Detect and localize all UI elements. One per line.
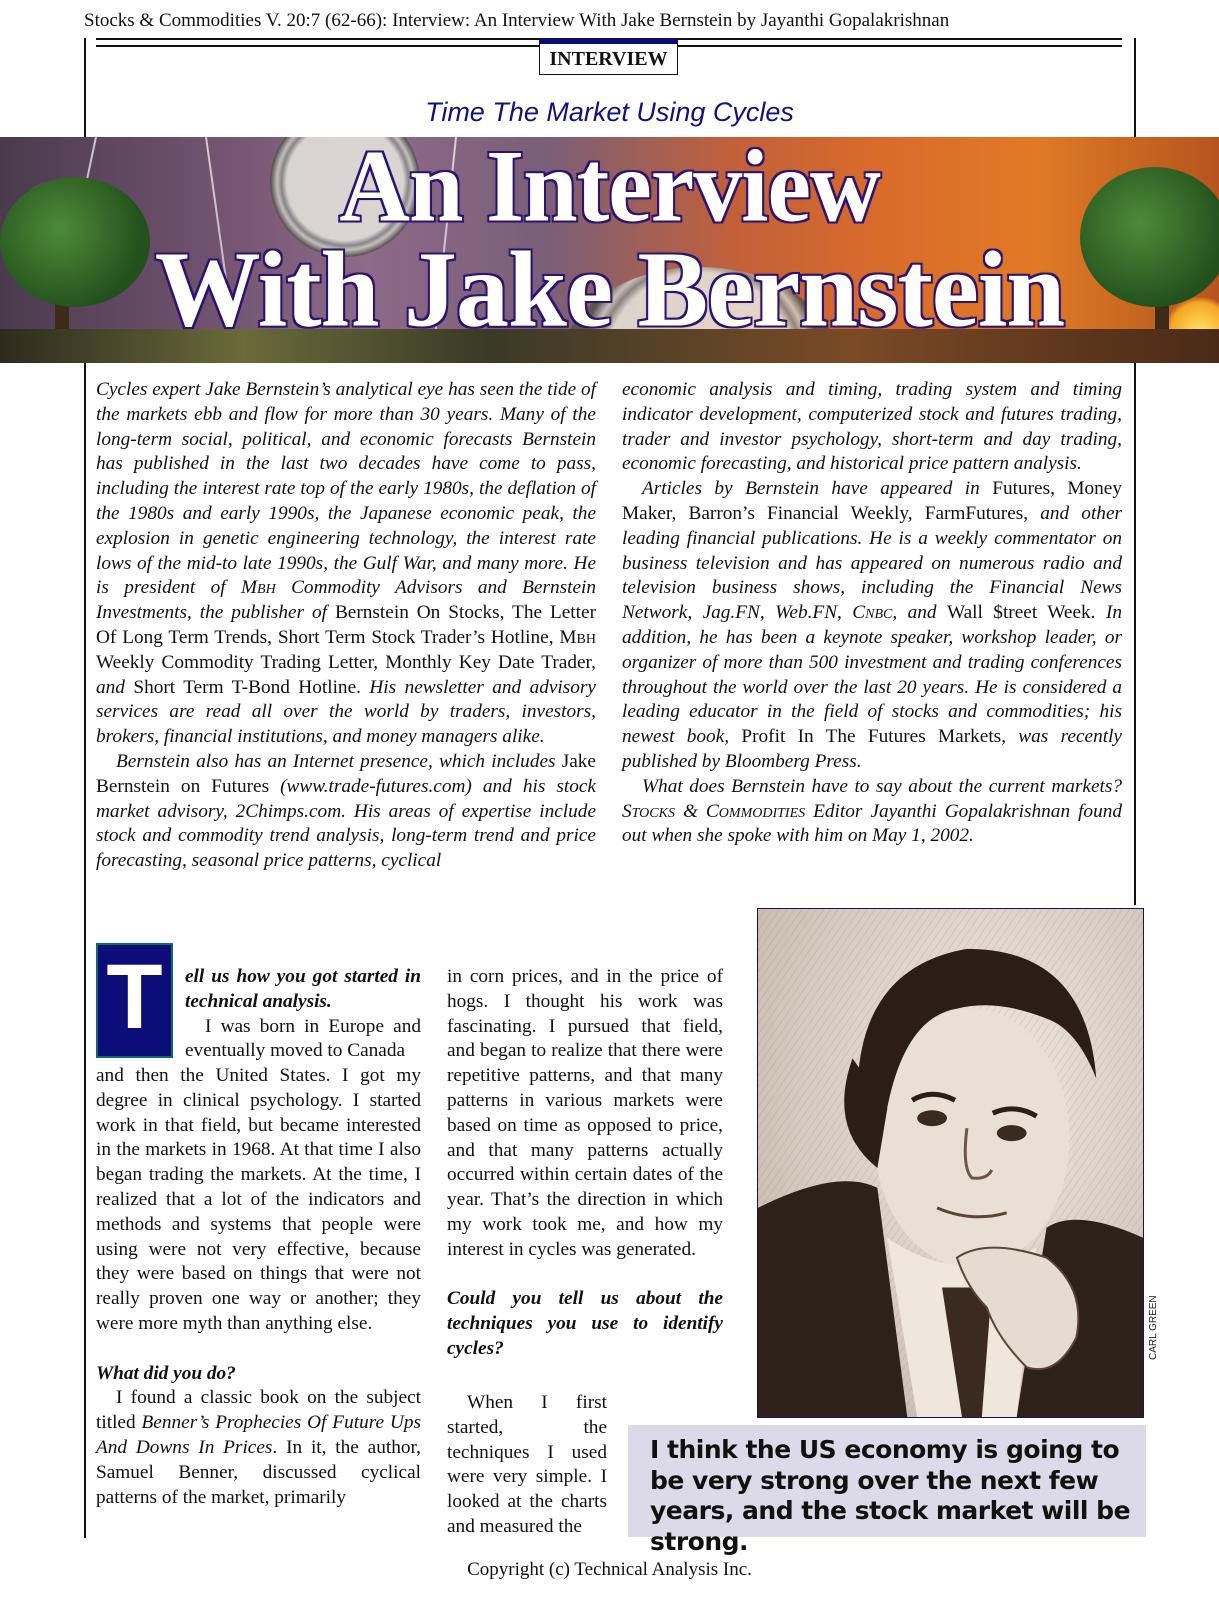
section-tag: INTERVIEW: [539, 44, 678, 75]
title-banner-image: [0, 137, 1219, 363]
running-head: Stocks & Commodities V. 20:7 (62-66): Interview: An Interview With Jake Bernstein by Jayanthi Gopalakrishnan: [84, 10, 950, 31]
illustration-credit: CARL GREEN: [1148, 1295, 1159, 1360]
interview-question: Could you tell us about the techniques you use to identify cycles?: [447, 1288, 723, 1359]
body-column-2-continued: [447, 1391, 607, 1540]
banner-title-line2: With Jake Bernstein: [154, 229, 1065, 350]
interview-answer: I found a classic book on the subject titled Benner’s Prophecies Of Future Ups And Downs In Prices. In it, the author, Samuel Benner, discussed cyclical patterns of the market, primarily: [96, 1387, 421, 1508]
intro-paragraph: What does Bernstein have to say about the current markets? Stocks & Commodities Editor Jayanthi Gopalakrishnan found out when she spoke with him on May 1, 2002.: [622, 775, 1122, 847]
question-1-opening: [185, 965, 421, 1064]
intro-paragraph: Articles by Bernstein have appeared in Futures, Money Maker, Barron’s Financial Weekly, FarmFutures, and other leading financial publications. He is a weekly commentator on business television and has appeared on numerous radio and television business shows, including the Financial News Network, Jag.FN, Web.FN, Cnbc, and Wall $treet Week. In addition, he has been a keynote speaker, workshop leader, or organizer of more than 500 investment and trading conferences throughout the world over the last 20 years. He is considered a leading educator in the field of stocks and commodities; his newest book, Profit In The Futures Markets, was recently published by Bloomberg Press.: [622, 478, 1123, 772]
intro-column-right: [622, 378, 1122, 849]
interview-answer-lead: I was born in Europe and eventually moved to Canada: [185, 1015, 421, 1062]
interview-answer: in corn prices, and in the price of hogs. I thought his work was fascinating. I pursued that field, and began to realize that there were repetitive patterns, and that many patterns in various markets were based on time as opposed to price, and that many patterns actually occurred within certain dates of the year. That’s the direction in which my work took me, and how my interest in cycles was generated.: [447, 966, 723, 1260]
copyright-footer: Copyright (c) Technical Analysis Inc.: [467, 1559, 752, 1580]
pull-quote: I think the US economy is going to be very strong over the next few years, and the stock market will be strong.: [628, 1425, 1146, 1537]
interview-answer: When I first started, the techniques I used were very simple. I looked at the charts and measured the: [447, 1392, 607, 1537]
portrait-sketch-icon: [758, 909, 1143, 1417]
intro-paragraph: Cycles expert Jake Bernstein’s analytical eye has seen the tide of the markets ebb and flow for more than 30 years. Many of the long-term social, political, and economic forecasts Bernstein has published in the last two decades have come to pass, including the interest rate top of the early 1980s, the deflation of the 1980s and early 1990s, the Japanese economic peak, the explosion in genetic engineering technology, the interest rate lows of the mid-to late 1990s, the Gulf War, and many more. He is president of Mbh Commodity Advisors and Bernstein Investments, the publisher of Bernstein On Stocks, The Letter Of Long Term Trends, Short Term Stock Trader’s Hotline, Mbh Weekly Commodity Trading Letter, Monthly Key Date Trader, and Short Term T-Bond Hotline. His newsletter and advisory services are read all over the world by traders, investors, brokers, financial institutions, and money managers alike.: [96, 379, 596, 748]
drop-cap: T: [96, 943, 173, 1058]
interview-answer: and then the United States. I got my degree in clinical psychology. I started work in that field, but became interested in the markets in 1968. At that time I also began trading the markets. At the time, I realized that a lot of the indicators and methods and systems that people were using were not very effective, because they were based on things that were not really proven one way or another; they were more myth than anything else.: [96, 1065, 421, 1334]
intro-paragraph: Bernstein also has an Internet presence, which includes Jake Bernstein on Futures (www.trade-futures.com) and his stock market advisory, 2Chimps.com. His areas of expertise include stock and commodity trend analysis, long-term trend and price forecasting, seasonal price patterns, cyclical: [96, 750, 596, 872]
intro-column-left: [96, 378, 596, 874]
interview-question: ell us how you got started in technical analysis.: [185, 966, 421, 1012]
body-column-2: [447, 965, 723, 1362]
banner-title-line1: An Interview: [339, 137, 880, 244]
intro-paragraph: economic analysis and timing, trading system and timing indicator development, computerized stock and futures trading, trader and investor psychology, short-term and day trading, economic forecasting, and historical price pattern analysis.: [622, 379, 1122, 475]
portrait-illustration: [757, 908, 1144, 1418]
article-subtitle: Time The Market Using Cycles: [425, 97, 794, 127]
interview-question: What did you do?: [96, 1362, 236, 1384]
spacer: [96, 1337, 421, 1362]
spacer: [447, 1263, 723, 1288]
body-column-1: [96, 1064, 421, 1510]
